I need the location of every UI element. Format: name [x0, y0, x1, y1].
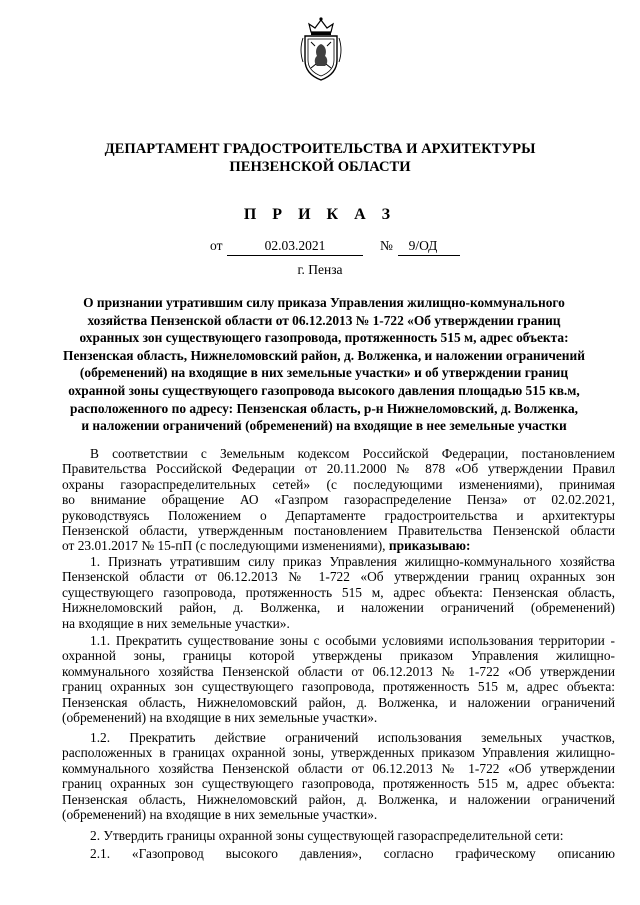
body-line: коммунального хозяйства Пензенской области от 06.12.2013 № 1-722 «Об утверждении	[62, 760, 615, 776]
body-line: Пензенской области от 06.12.2013 № 1-722 «Об утверждении границ охранных зон	[62, 569, 615, 585]
body-line: границ охранных зон существующего газопровода, протяженность 515 м, адрес объекта:	[62, 776, 615, 792]
title-line: охранной зоны существующего газопровода высокого давления площадью 515 кв.м,	[68, 383, 580, 398]
document-number: 9/ОД	[408, 238, 438, 253]
body-line: расположенных в границах охранной зоны, утвержденных приказом Управления жилищно-	[62, 745, 615, 761]
from-label: от	[210, 238, 223, 253]
body-line: 1.2. Прекратить действие ограничений использования земельных участков,	[90, 730, 615, 745]
body-line: от 23.01.2017 № 15-пП (с последующими изменениями), приказываю:	[62, 538, 471, 554]
body-line: 2. Утвердить границы охранной зоны существующей газораспределительной сети:	[90, 828, 564, 843]
body-line: В соответствии с Земельным кодексом Российской Федерации, постановлением	[90, 446, 615, 461]
title-line: охранных зон существующего газопровода, протяженность 515 м, адрес объекта:	[79, 330, 569, 346]
decree-word: приказываю	[388, 538, 466, 554]
body-line: Нижнеломовский район, д. Волженка, и наложении ограничений (обременений)	[62, 600, 615, 616]
city-name: г. Пенза	[297, 262, 343, 277]
coat-of-arms-emblem	[297, 16, 345, 84]
body-line: на входящие в них земельные участки».	[62, 615, 290, 631]
body-line: границ охранных зон существующего газопровода, протяженность 515 м, адрес объекта:	[62, 679, 615, 695]
body-line: руководствуясь Положением о Департаменте градостроительства и архитектуры	[62, 507, 615, 523]
title-line: (обременений) на входящие в них земельные участки» и об утверждении границ	[79, 365, 569, 381]
body-line: Пензенская область, Нижнеломовский район, д. Волженка, и наложении ограничений	[62, 694, 615, 710]
title-line: Пензенская область, Нижнеломовский район, д. Волженка, и наложении ограничений	[63, 347, 585, 363]
document-type-heading: П Р И К А З	[243, 206, 397, 223]
title-line: хозяйства Пензенской области от 06.12.2013 № 1-722 «Об утверждении границ	[87, 312, 561, 328]
department-title-line1: ДЕПАРТАМЕНТ ГРАДОСТРОИТЕЛЬСТВА И АРХИТЕКТУРЫ	[104, 141, 536, 157]
body-line: (обременений) на входящие в них земельные участки».	[62, 710, 378, 725]
body-line: (обременений) на входящие в них земельные участки».	[62, 807, 378, 822]
document-date: 02.03.2021	[264, 238, 326, 253]
title-line: О признании утратившим силу приказа Управления жилищно-коммунального	[83, 295, 565, 310]
number-underline	[398, 255, 460, 256]
body-line: Пензенская область, Нижнеломовский район, д. Волженка, и наложении ограничений	[62, 791, 615, 807]
body-line: 2.1. «Газопровод высокого давления», согласно графическому описанию	[90, 846, 615, 861]
title-line: расположенного по адресу: Пензенская область, р-н Нижнеломовский, д. Волженка,	[70, 400, 578, 416]
body-line: во внимание обращение АО «Газпром газораспределение Пенза» от 02.02.2021,	[62, 492, 615, 508]
body-line: Правительства Российской Федерации от 20.11.2000 № 878 «Об утверждении Правил	[62, 461, 615, 477]
body-line: охранной зоны, границы которой утверждены приказом Управления жилищно-	[62, 648, 615, 664]
title-line: и наложении ограничений (обременений) на входящие в нее земельные участки	[81, 418, 567, 434]
body-line: 1.1. Прекратить существование зоны с особыми условиями использования территории -	[90, 633, 615, 648]
department-title-line2: ПЕНЗЕНСКОЙ ОБЛАСТИ	[229, 159, 411, 175]
body-line: 1. Признать утратившим силу приказ Управления жилищно-коммунального хозяйства	[90, 554, 615, 569]
body-line: Пензенской области, утвержденным постановлением Правительства Пензенской области	[62, 523, 615, 538]
body-line: коммунального хозяйства Пензенской области от 06.12.2013 № 1-722 «Об утверждении	[62, 663, 615, 679]
date-underline	[227, 255, 363, 256]
body-line: существующего газопровода, протяженность 515 м, адрес объекта: Пензенская область,	[62, 584, 615, 600]
number-label: №	[380, 238, 393, 253]
body-line: охраны газораспределительных сетей» (с последующими изменениями), принимая	[62, 476, 615, 492]
